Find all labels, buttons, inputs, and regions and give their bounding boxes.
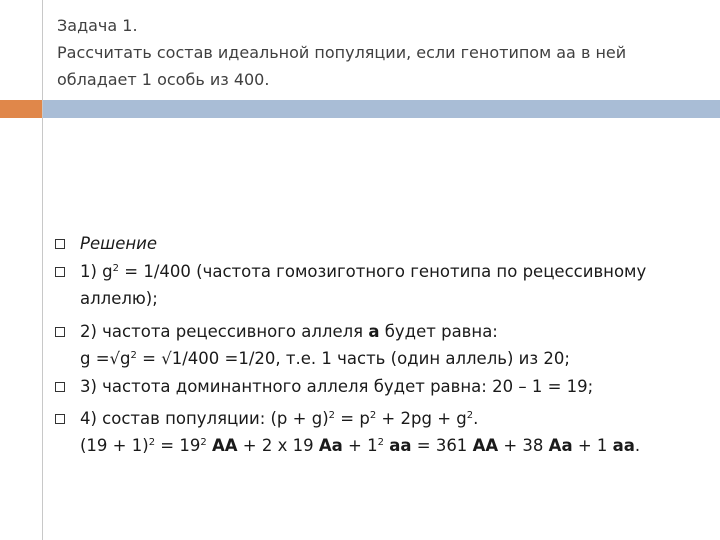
superscript: 2 xyxy=(369,410,377,421)
step-2-line-2 xyxy=(80,345,703,372)
square-bullet-icon xyxy=(55,327,65,337)
text: будет равна: xyxy=(379,322,498,341)
superscript: 2 xyxy=(328,410,336,421)
square-bullet-icon xyxy=(55,267,65,277)
title-line-1: Задача 1. xyxy=(57,16,138,35)
bold-allele: а xyxy=(368,322,380,341)
text: = p xyxy=(335,409,370,428)
superscript: 2 xyxy=(148,437,156,448)
step-1-line-1 xyxy=(80,258,703,285)
superscript: 2 xyxy=(200,437,207,448)
text: = 1/400 (частота гомозиготного генотипа по рецессивному xyxy=(119,262,647,281)
text: . xyxy=(473,409,479,428)
genotype-aa: аа xyxy=(612,436,635,455)
superscript: 2 xyxy=(377,437,384,448)
text: + 2pg + g xyxy=(376,409,467,428)
genotype-aa: аа xyxy=(389,436,412,455)
accent-band xyxy=(0,100,42,118)
step-2-line-1 xyxy=(80,318,703,345)
text: + 38 xyxy=(498,436,549,455)
text: (19 + 1) xyxy=(80,436,149,455)
step-1-line-2: аллелю); xyxy=(80,289,158,308)
title-line-3: обладает 1 особь из 400. xyxy=(57,70,270,89)
list-item-step-2 xyxy=(53,318,703,372)
text: + 2 х 19 xyxy=(237,436,319,455)
list-item-solution xyxy=(53,230,703,257)
text: g =√g xyxy=(80,349,131,368)
text: + 1 xyxy=(572,436,613,455)
superscript: 2 xyxy=(466,410,474,421)
step-4-line-1 xyxy=(80,405,703,432)
square-bullet-icon xyxy=(55,382,65,392)
square-bullet-icon xyxy=(55,414,65,424)
text: 1) g xyxy=(80,262,113,281)
text: = 19 xyxy=(155,436,201,455)
step-3-text: 3) частота доминантного аллеля будет равна: 20 – 1 = 19; xyxy=(80,377,594,396)
list-item-step-4 xyxy=(53,405,703,459)
solution-list xyxy=(53,230,703,459)
solution-heading: Решение xyxy=(80,234,158,253)
text: 2) частота рецессивного аллеля xyxy=(80,322,369,341)
slide-title xyxy=(57,12,697,93)
text: 4) состав популяции: (p + g) xyxy=(80,409,329,428)
left-divider-line xyxy=(42,0,43,540)
text: = 361 xyxy=(411,436,473,455)
square-bullet-icon xyxy=(55,239,65,249)
text: . xyxy=(634,436,641,455)
genotype-Aa: Аа xyxy=(318,436,343,455)
genotype-AA: АА xyxy=(472,436,499,455)
title-line-2: Рассчитать состав идеальной популяции, если генотипом аа в ней xyxy=(57,43,627,62)
superscript: 2 xyxy=(112,263,120,274)
genotype-Aa: Аа xyxy=(548,436,573,455)
superscript: 2 xyxy=(130,350,137,361)
text: + 1 xyxy=(342,436,378,455)
step-4-line-2 xyxy=(80,432,703,459)
list-item-step-3 xyxy=(53,373,703,400)
header-band xyxy=(43,100,720,118)
list-item-step-1 xyxy=(53,258,703,312)
genotype-AA: АА xyxy=(212,436,238,455)
text: = √1/400 =1/20, т.е. 1 часть (один аллель) из 20; xyxy=(136,349,570,368)
